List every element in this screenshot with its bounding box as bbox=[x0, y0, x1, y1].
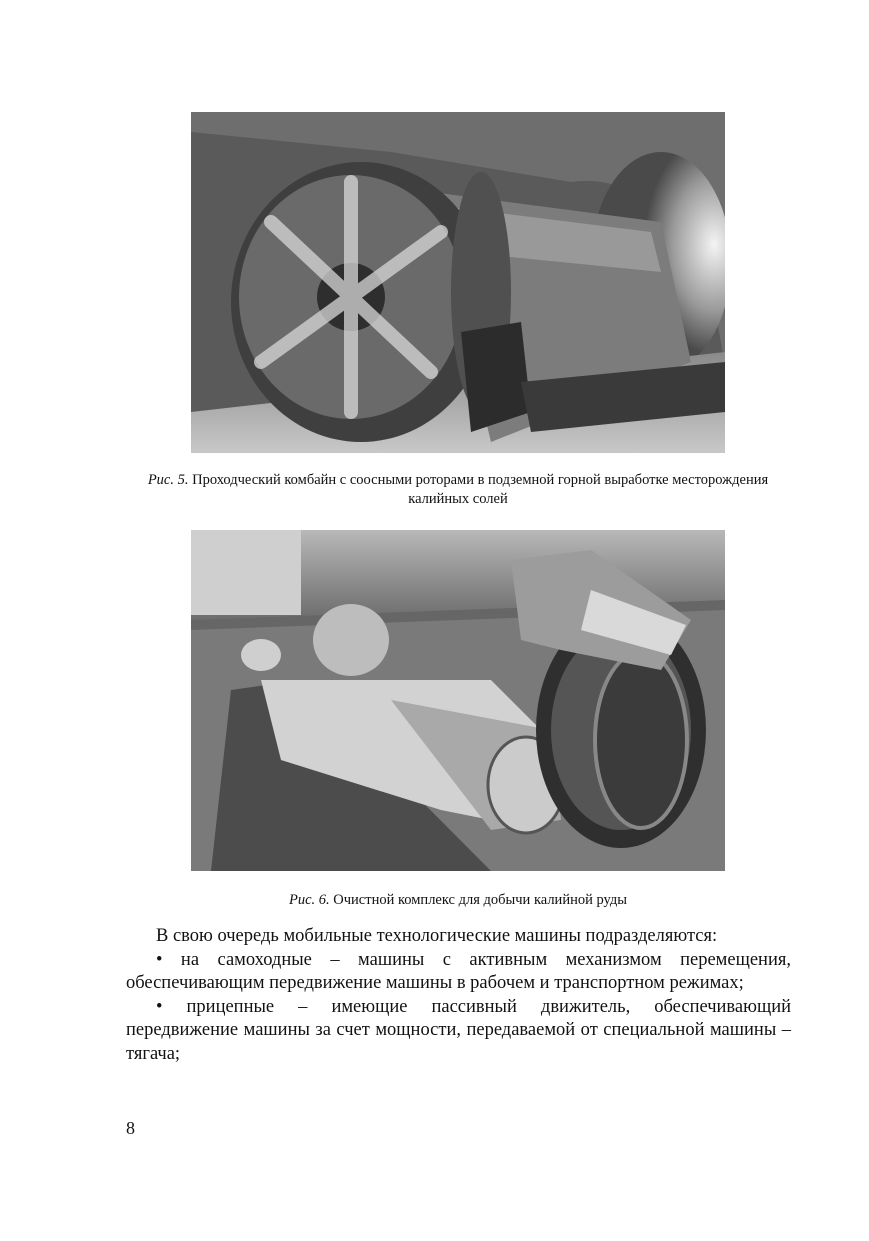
body-paragraph-self-propelled: • на самоходные – машины с активным механизмом перемещения, обеспечивающим передвижение машины в рабочем и транспортном режимах; bbox=[126, 949, 791, 993]
page-number: 8 bbox=[126, 1118, 135, 1138]
figure-6-label: Рис. 6. bbox=[288, 892, 330, 908]
figure-5-label: Рис. 5. bbox=[147, 472, 189, 488]
figure-6-caption-text: Очистной комплекс для добычи калийной руды bbox=[333, 892, 627, 908]
body-text bbox=[126, 925, 791, 1066]
figure-5-photo bbox=[191, 112, 725, 453]
figure-5-caption bbox=[118, 471, 798, 509]
figure-6-caption bbox=[118, 891, 798, 910]
figure-6-photo bbox=[191, 530, 725, 871]
body-paragraph-intro: В свою очередь мобильные технологические машины подразделяются: bbox=[156, 926, 718, 946]
figure-5-caption-text: Проходческий комбайн с соосными роторами в подземной горной выработке месторождения калийных солей bbox=[192, 472, 769, 507]
body-paragraph-trailed: • прицепные – имеющие пассивный движитель, обеспечивающий передвижение машины за счет мощности, передаваемой от специальной машины – тягача; bbox=[126, 996, 791, 1064]
